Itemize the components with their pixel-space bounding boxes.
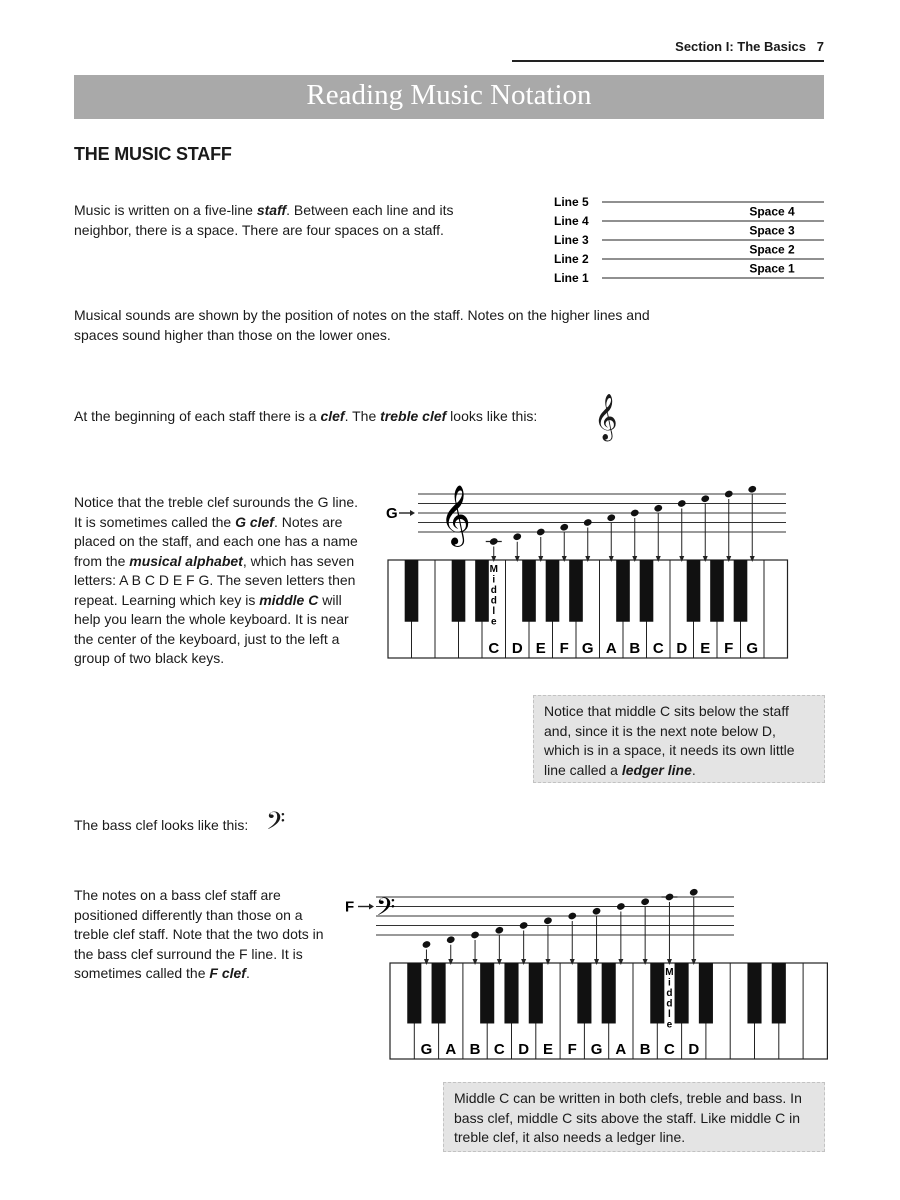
- black-key: [687, 560, 701, 622]
- key-label: B: [469, 1041, 481, 1058]
- staff-intro-paragraph: Music is written on a five-line staff. Between each line and its neighbor, there is a space. There are four spaces on a staff.: [74, 202, 454, 238]
- black-key: [407, 963, 421, 1023]
- black-key: [640, 560, 654, 622]
- black-key: [504, 963, 518, 1023]
- clef-intro-paragraph: At the beginning of each staff there is a clef. The treble clef looks like this:: [74, 408, 538, 424]
- black-key: [475, 560, 489, 622]
- middle-c-note-box: Middle C can be written in both clefs, treble and bass. In bass clef, middle C sits above the staff. Like middle C in treble clef, it also needs a ledger line.: [443, 1082, 825, 1152]
- pitch-paragraph: Musical sounds are shown by the position of notes on the staff. Notes on the higher lines and spaces sound higher than those on the lower ones.: [74, 307, 650, 343]
- clef-arrow-head: [369, 904, 374, 910]
- key-label: G: [420, 1041, 433, 1058]
- staff-line-label: Line 4: [554, 214, 589, 228]
- middle-c-label-letter: d: [666, 988, 673, 999]
- key-label: G: [590, 1041, 603, 1058]
- term-staff: staff: [256, 202, 287, 218]
- key-label: C: [652, 640, 664, 657]
- staff-line-label: Line 2: [554, 252, 589, 266]
- note-head: [606, 513, 616, 522]
- key-label: G: [746, 640, 759, 657]
- staff-line-label: Line 1: [554, 271, 589, 285]
- middle-c-label-letter: i: [492, 574, 496, 586]
- black-key: [432, 963, 446, 1023]
- treble-keyboard-diagram: [380, 480, 830, 665]
- ledger-note-box: Notice that middle C sits below the staff and, since it is the next note below D, which is in a space, it needs its own little line called a ledger line.: [533, 695, 825, 783]
- black-key: [569, 560, 583, 622]
- note-head: [747, 485, 757, 494]
- note-head: [536, 528, 546, 537]
- key-label: F: [559, 640, 569, 657]
- black-key: [577, 963, 591, 1023]
- middle-c-label-letter: e: [666, 1019, 673, 1031]
- note-head: [494, 926, 504, 935]
- note-head: [543, 916, 553, 925]
- key-label: G: [581, 640, 594, 657]
- page-title: Reading Music Notation: [306, 79, 592, 111]
- clef-arrow-head: [410, 510, 415, 516]
- key-label: B: [639, 1041, 651, 1058]
- key-label: D: [688, 1041, 700, 1058]
- black-key: [747, 963, 761, 1023]
- middle-c-label-letter: d: [490, 585, 497, 596]
- section-heading: THE MUSIC STAFF: [74, 144, 232, 164]
- clef-icon: 𝄢: [376, 893, 396, 928]
- note-head: [630, 509, 640, 518]
- term-musical-alphabet: musical alphabet: [129, 552, 243, 569]
- key-label: C: [664, 1041, 675, 1058]
- note-head: [640, 897, 650, 906]
- note-head: [616, 902, 626, 911]
- note-head: [653, 504, 663, 513]
- bass-keyboard-diagram: [340, 875, 830, 1065]
- note-head: [559, 523, 569, 532]
- black-key: [710, 560, 724, 622]
- note-head: [583, 518, 593, 527]
- black-key: [522, 560, 536, 622]
- black-key: [650, 963, 664, 1023]
- note-head: [512, 532, 522, 541]
- middle-c-label-letter: i: [668, 977, 671, 989]
- staff-line-label: Line 3: [554, 233, 589, 247]
- bass-clef-intro: The bass clef looks like this:: [74, 817, 249, 833]
- staff-line-label: Line 5: [554, 195, 589, 209]
- note-head: [700, 494, 710, 503]
- key-label: C: [493, 1041, 505, 1058]
- middle-c-label-letter: d: [490, 595, 497, 607]
- key-label: D: [518, 1041, 530, 1058]
- black-key: [602, 963, 616, 1023]
- key-label: F: [724, 640, 734, 657]
- black-key: [675, 963, 689, 1023]
- black-key: [734, 560, 748, 622]
- running-header: [560, 39, 824, 54]
- term-treble-clef: treble clef: [380, 408, 447, 424]
- key-label: E: [542, 1041, 553, 1058]
- header-rule: [512, 60, 824, 62]
- middle-c-label-letter: d: [666, 998, 673, 1010]
- term-clef: clef: [320, 408, 345, 424]
- black-key: [616, 560, 630, 622]
- staff-lines-diagram: [550, 190, 830, 285]
- staff-space-label: Space 1: [749, 261, 795, 276]
- black-key: [480, 963, 494, 1023]
- term-f-clef: F clef: [209, 965, 246, 981]
- term-g-clef: G clef: [235, 513, 274, 530]
- key-label: E: [535, 640, 546, 657]
- key-label: B: [629, 640, 641, 657]
- middle-c-label-letter: l: [668, 1009, 671, 1020]
- black-key: [452, 560, 466, 622]
- note-head: [567, 912, 577, 921]
- clef-line-label: G: [386, 505, 398, 522]
- treble-clef-icon: 𝄞: [594, 394, 618, 440]
- clef-icon: 𝄞: [440, 485, 471, 545]
- black-key: [405, 560, 419, 622]
- page-number: 7: [816, 39, 824, 54]
- term-ledger-line: ledger line: [621, 761, 692, 778]
- note-head: [665, 893, 675, 902]
- key-label: A: [445, 1041, 457, 1058]
- staff-space-label: Space 4: [749, 204, 795, 219]
- note-head: [489, 537, 499, 546]
- middle-c-label-letter: M: [665, 967, 674, 978]
- key-label: D: [676, 640, 688, 657]
- key-label: F: [567, 1041, 577, 1058]
- black-key: [772, 963, 786, 1023]
- black-key: [529, 963, 543, 1023]
- key-label: A: [615, 1041, 627, 1058]
- black-key: [546, 560, 560, 622]
- key-label: A: [605, 640, 617, 657]
- section-title: Section I: The Basics: [675, 39, 806, 54]
- term-middle-c: middle C: [259, 591, 319, 608]
- staff-space-label: Space 3: [749, 223, 795, 238]
- treble-explanation-paragraph: Notice that the treble clef surounds the G line. It is sometimes called the G clef. Notes are placed on the staff, and each one has a name from the musical alphabet, which has seven letters: A B C D E F G. The seven letters then repeat. Learning which key is middle C will help you learn the whole keyboard. It is near the center of the keyboard, just to the left a group of two black keys.: [74, 494, 359, 666]
- note-head: [689, 888, 699, 897]
- note-head: [422, 940, 432, 949]
- clef-line-label: F: [345, 898, 355, 916]
- note-head: [519, 921, 529, 930]
- middle-c-label-letter: l: [492, 606, 496, 617]
- bass-explanation-paragraph: The notes on a bass clef staff are positioned differently than those on a treble clef staff. Note that the two dots in the bass clef surround the F line. It is sometimes called the F clef.: [74, 887, 324, 981]
- key-label: D: [511, 640, 523, 657]
- note-head: [592, 907, 602, 916]
- middle-c-label-letter: M: [489, 564, 498, 575]
- note-head: [446, 935, 456, 944]
- key-label: C: [488, 640, 500, 657]
- note-head: [470, 931, 480, 940]
- bass-clef-icon: 𝄢: [266, 807, 286, 842]
- staff-space-label: Space 2: [749, 242, 795, 257]
- middle-c-label-letter: e: [490, 616, 497, 628]
- note-head: [724, 490, 734, 499]
- note-head: [677, 499, 687, 508]
- key-label: E: [700, 640, 711, 657]
- black-key: [699, 963, 713, 1023]
